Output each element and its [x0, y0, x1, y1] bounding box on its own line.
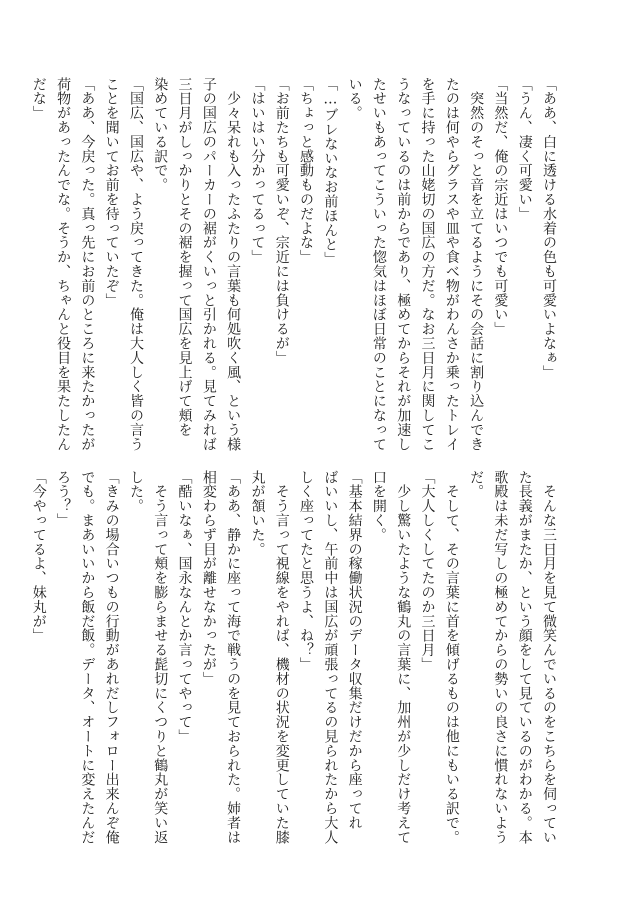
text-line: 「今やってるよ、妹丸が」	[30, 470, 47, 643]
text-column-block-bottom	[30, 470, 561, 858]
text-line: 「…ブレないなお前ほんと」	[322, 77, 339, 267]
text-line: た長義がまたか、という顔をして見ているのがわかる。本	[516, 470, 533, 845]
text-line: だ。	[468, 470, 485, 499]
text-line: 「うん、凄く可愛い」	[516, 77, 533, 221]
text-line: 「大人しくしてたのか三日月」	[419, 470, 436, 672]
text-line: 「当然だ、俺の宗近はいつでも可愛い」	[492, 77, 509, 337]
text-line: うなっているのは前からであり、極めてからそれが加速し	[395, 77, 412, 452]
text-line: そう言って視線をやれば、機材の状況を変更していた膝	[273, 470, 290, 845]
text-line: 荷物があったんでな。そうか、ちゃんと役目を果たしたん	[55, 77, 72, 452]
text-line: 子の国広のパーカーの裾がくいっと引かれる。見てみれば	[200, 77, 217, 452]
text-line: を手に持った山姥切の国広の方だ。なお三日月に関してこ	[419, 77, 436, 452]
text-line: 歌殿は未だ写しの極めてからの勢いの良さに慣れないよう	[492, 470, 509, 845]
text-line: 相変わらず目が離せなかったが」	[200, 470, 217, 686]
text-line: 丸が頷いた。	[249, 470, 266, 557]
text-line: 「ちょっと感動ものだよな」	[298, 77, 315, 265]
text-line: しく座ってたと思うよ、ね？」	[298, 470, 315, 672]
text-line: ことを聞いてお前を待っていたぞ」	[103, 77, 120, 308]
text-line: 「きみの場合いつもの行動があれだしフォロー出来んぞ俺	[103, 470, 120, 845]
text-line: そう言って頬を膨らませる髭切にくつりと鶴丸が笑い返	[152, 470, 169, 845]
text-line: 「ああ、静かに座って海で戦うのを見ておられた。姉者は	[225, 470, 242, 845]
text-line: 「国広、国広や、よう戻ってきた。俺は大人しく皆の言う	[127, 77, 144, 452]
text-line: した。	[127, 470, 144, 514]
text-line: 突然のそっと音を立てるようにその会話に割り込んでき	[468, 77, 485, 452]
text-column-block-top	[30, 77, 561, 465]
text-line: でも。まあいいから飯だ飯。データ、オートに変えたんだ	[79, 470, 96, 845]
text-line: 「酷いなぁ、国永なんとか言ってやって」	[176, 470, 193, 744]
text-line: 口を開く。	[370, 470, 387, 542]
text-line: だな」	[30, 77, 47, 121]
text-line: そんな三日月を見て微笑んでいるのをこちらを伺ってい	[541, 470, 557, 845]
text-line: 「ああ、白に透ける水着の色も可愛いよなぁ」	[541, 77, 557, 380]
text-line: 少し驚いたような鶴丸の言葉に、加州が少しだけ考えて	[395, 470, 412, 845]
text-line: そして、その言葉に首を傾げるものは他にもいる訳で。	[443, 470, 460, 845]
text-line: いる。	[346, 77, 363, 121]
text-line: 「ああ、今戻った。真っ先にお前のところに来たかったが	[79, 77, 96, 452]
text-line: ろう？」	[55, 470, 72, 528]
text-line: たのは何やらグラスや皿や食べ物がわんさか乗ったトレイ	[443, 77, 460, 452]
text-line: 三日月がしっかりとその裾を握って国広を見上げて頬を	[176, 77, 193, 437]
text-line: ばいいし、午前中は国広が頑張ってるの見られたから大人	[322, 470, 339, 845]
text-line: 「基本結界の稼働状況のデータ収集だけだから座ってれ	[346, 470, 363, 830]
text-line: 少々呆れも入ったふたりの言葉も何処吹く風、という様	[225, 77, 242, 452]
text-line: 「お前たちも可愛いぞ、宗近には負けるが」	[273, 77, 290, 365]
text-line: 「はいはい分かってるって」	[249, 77, 266, 265]
text-line: 染めている訳で。	[152, 77, 169, 193]
text-line: たせいもあってこういった惚気はほぼ日常のことになって	[370, 77, 387, 452]
